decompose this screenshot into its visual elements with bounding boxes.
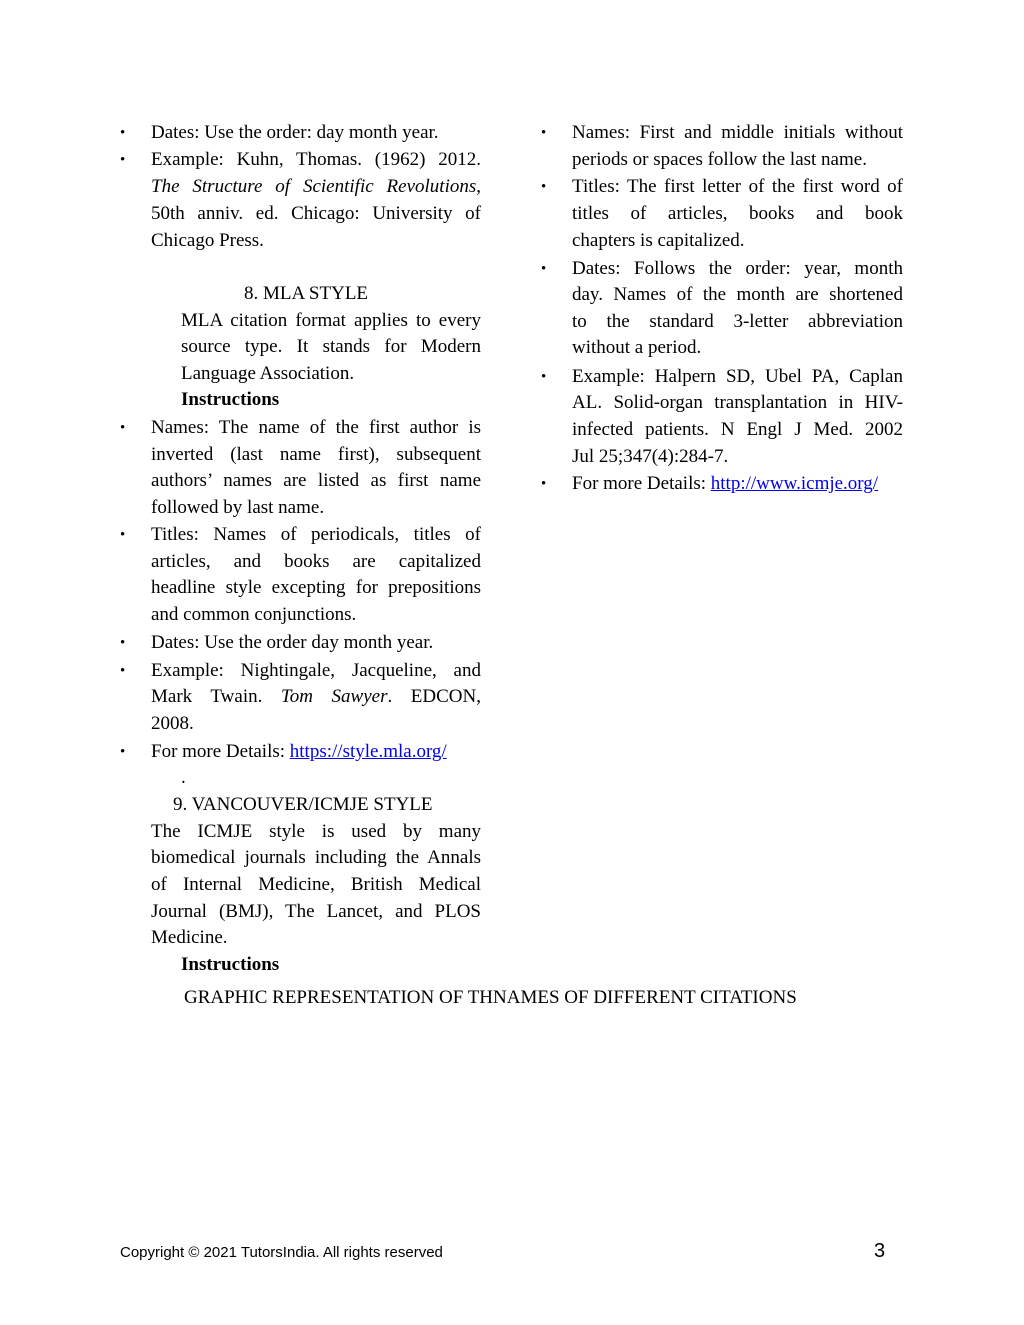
list-line: Titles: The first letter of the first word of: [572, 176, 903, 197]
book-title: The Structure of Scientific Revolutions: [151, 176, 477, 197]
mla-details-link[interactable]: https://style.mla.org/: [289, 741, 447, 762]
icmje-details-link[interactable]: http://www.icmje.org/: [710, 473, 879, 494]
section-heading-mla: 8. MLA STYLE: [244, 283, 369, 304]
list-line: articles, and books are capitalized: [151, 551, 481, 572]
list-line: Jul 25;347(4):284-7.: [572, 446, 729, 467]
vancouver-intro-line: Journal (BMJ), The Lancet, and PLOS: [151, 901, 481, 922]
bullet-marker: •: [120, 420, 126, 436]
list-line: infected patients. N Engl J Med. 2002: [572, 419, 903, 440]
list-line: titles of articles, books and book: [572, 203, 903, 224]
list-line: Example: Halpern SD, Ubel PA, Caplan: [572, 366, 903, 387]
list-line: headline style excepting for prepositions: [151, 577, 481, 598]
list-line: without a period.: [572, 337, 702, 358]
list-line: 2008.: [151, 713, 194, 734]
page-number: 3: [874, 1240, 886, 1262]
mla-intro-line: source type. It stands for Modern: [181, 336, 481, 357]
list-line: Titles: Names of periodicals, titles of: [151, 524, 481, 545]
details-label: For more Details:: [572, 473, 711, 494]
list-line: Dates: Follows the order: year, month: [572, 258, 903, 279]
stray-dot: .: [181, 767, 186, 788]
mla-dates-item: Dates: Use the order day month year.: [151, 632, 434, 653]
bullet-marker: •: [120, 125, 126, 141]
bullet-marker: •: [541, 261, 547, 277]
vancouver-intro-line: Medicine.: [151, 927, 228, 948]
list-line: authors’ names are listed as first name: [151, 470, 481, 491]
list-line: to the standard 3-letter abbreviation: [572, 311, 903, 332]
list-line: AL. Solid-organ transplantation in HIV-: [572, 392, 903, 413]
vancouver-intro-line: The ICMJE style is used by many: [151, 821, 481, 842]
dates-item: Dates: Use the order: day month year.: [151, 122, 439, 143]
bullet-marker: •: [541, 369, 547, 385]
text-span: . EDCON,: [387, 686, 481, 707]
bullet-marker: •: [120, 663, 126, 679]
section-heading-vancouver: 9. VANCOUVER/ICMJE STYLE: [173, 794, 433, 815]
list-line: chapters is capitalized.: [572, 230, 745, 251]
list-line: Names: The name of the first author is: [151, 417, 481, 438]
example-line: [151, 174, 481, 201]
example-line: Example: Kuhn, Thomas. (1962) 2012.: [151, 149, 481, 170]
bullet-marker: •: [541, 125, 547, 141]
mla-intro-line: Language Association.: [181, 363, 355, 384]
example-line: 50th anniv. ed. Chicago: University of: [151, 203, 481, 224]
list-line: and common conjunctions.: [151, 604, 357, 625]
list-line: Example: Nightingale, Jacqueline, and: [151, 660, 481, 681]
punctuation: ,: [476, 176, 481, 197]
bullet-marker: •: [541, 179, 547, 195]
graphic-caption: GRAPHIC REPRESENTATION OF THNAMES OF DIFFERENT CITATIONS: [184, 987, 797, 1008]
book-title: Tom Sawyer: [280, 686, 388, 707]
list-line: periods or spaces follow the last name.: [572, 149, 867, 170]
icmje-details-item: [572, 471, 878, 498]
example-line: Chicago Press.: [151, 230, 264, 251]
list-line: inverted (last name first), subsequent: [151, 444, 481, 465]
list-line: Names: First and middle initials without: [572, 122, 903, 143]
bullet-marker: •: [120, 744, 126, 760]
details-label: For more Details:: [151, 741, 290, 762]
bullet-marker: •: [120, 152, 126, 168]
list-line: followed by last name.: [151, 497, 325, 518]
bullet-marker: •: [120, 635, 126, 651]
vancouver-intro-line: of Internal Medicine, British Medical: [151, 874, 481, 895]
vancouver-intro-line: biomedical journals including the Annals: [151, 847, 481, 868]
mla-details-item: [151, 739, 447, 766]
instructions-heading: Instructions: [181, 389, 280, 410]
copyright-footer: Copyright © 2021 TutorsIndia. All rights reserved: [120, 1244, 443, 1261]
list-line: [151, 684, 481, 711]
bullet-marker: •: [541, 476, 547, 492]
bullet-marker: •: [120, 527, 126, 543]
mla-intro-line: MLA citation format applies to every: [181, 310, 481, 331]
list-line: day. Names of the month are shortened: [572, 284, 903, 305]
instructions-heading: Instructions: [181, 954, 280, 975]
text-span: Mark Twain.: [151, 686, 281, 707]
